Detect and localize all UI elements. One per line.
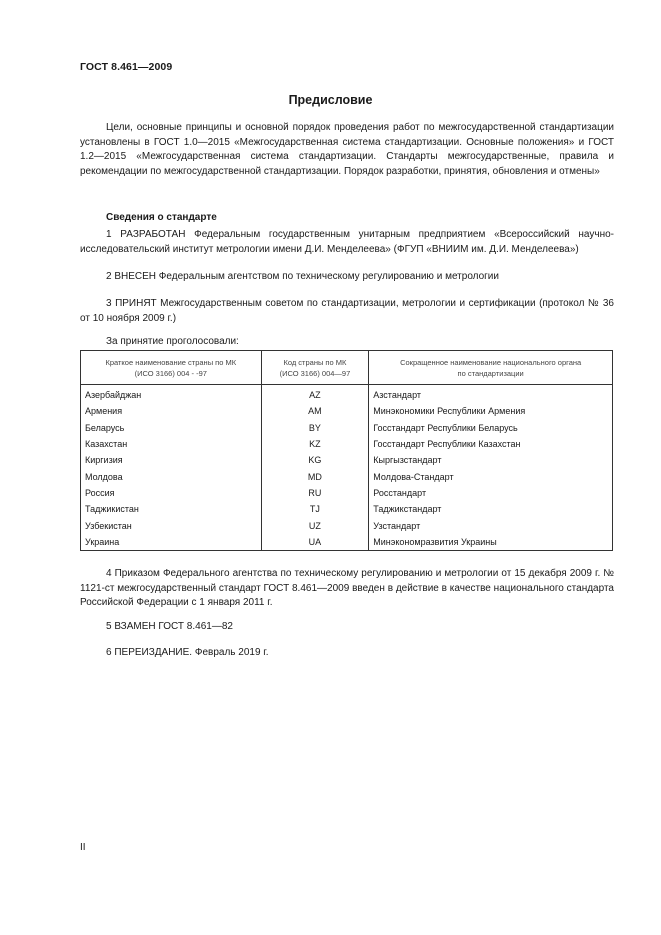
about-standard-heading: Сведения о стандарте (106, 212, 217, 223)
cell-country: Беларусь (81, 420, 262, 436)
column-header-body-line2: по стандартизации (457, 368, 524, 378)
item-introduced: 2 ВНЕСЕН Федеральным агентством по техническому регулированию и метрологии (106, 271, 499, 282)
cell-code: KG (261, 452, 369, 468)
cell-code: BY (261, 420, 369, 436)
cell-country: Армения (81, 403, 262, 419)
voting-countries-table (80, 350, 613, 551)
column-header-code (261, 351, 369, 385)
table-row (81, 517, 613, 533)
column-header-code-line2: (ИСО 3166) 004—97 (279, 368, 351, 378)
item-replaces: 5 ВЗАМЕН ГОСТ 8.461—82 (106, 621, 233, 632)
cell-body: Госстандарт Республики Казахстан (369, 436, 613, 452)
table-row (81, 420, 613, 436)
cell-country: Украина (81, 534, 262, 551)
document-code-header: ГОСТ 8.461—2009 (80, 61, 173, 73)
cell-body: Узстандарт (369, 517, 613, 533)
table-row (81, 436, 613, 452)
table-row (81, 403, 613, 419)
cell-body: Кыргызстандарт (369, 452, 613, 468)
cell-body: Госстандарт Республики Беларусь (369, 420, 613, 436)
cell-body: Таджикстандарт (369, 501, 613, 517)
cell-body: Азстандарт (369, 385, 613, 404)
cell-country: Россия (81, 485, 262, 501)
page-number: II (80, 842, 86, 853)
cell-code: UA (261, 534, 369, 551)
table-row (81, 485, 613, 501)
cell-code: KZ (261, 436, 369, 452)
table-row (81, 385, 613, 404)
cell-body: Молдова-Стандарт (369, 468, 613, 484)
cell-code: AZ (261, 385, 369, 404)
column-header-country-line1: Краткое наименование страны по МК (105, 357, 237, 367)
table-row (81, 534, 613, 551)
column-header-body-line1: Сокращенное наименование национального органа (400, 357, 582, 367)
vote-label: За принятие проголосовали: (106, 336, 239, 347)
cell-body: Минэкономики Республики Армения (369, 403, 613, 419)
cell-country: Таджикистан (81, 501, 262, 517)
cell-country: Казахстан (81, 436, 262, 452)
page-title: Предисловие (288, 93, 373, 107)
cell-country: Киргизия (81, 452, 262, 468)
cell-code: TJ (261, 501, 369, 517)
cell-code: AM (261, 403, 369, 419)
item-adopted: 3 ПРИНЯТ Межгосударственным советом по стандартизации, метрологии и сертификации (протокол № 36 от 10 ноября 2009 г.) (80, 298, 614, 324)
table-header-row (81, 351, 613, 385)
column-header-country (81, 351, 262, 385)
column-header-code-line1: Код страны по МК (283, 357, 347, 367)
cell-country: Молдова (81, 468, 262, 484)
item-reissue: 6 ПЕРЕИЗДАНИЕ. Февраль 2019 г. (106, 647, 269, 658)
item-developed: 1 РАЗРАБОТАН Федеральным государственным унитарным предприятием «Всероссийский научно-исследовательский институт метрологии имени Д.И. Менделеева» (ФГУП «ВНИИМ им. Д.И. Менделеева») (80, 229, 614, 255)
cell-code: MD (261, 468, 369, 484)
cell-code: UZ (261, 517, 369, 533)
cell-country: Азербайджан (81, 385, 262, 404)
cell-body: Минэкономразвития Украины (369, 534, 613, 551)
item-enacted: 4 Приказом Федерального агентства по техническому регулированию и метрологии от 15 декабря 2009 г. № 1121-ст межгосударственный стандарт ГОСТ 8.461—2009 введен в действие в качестве национального стандарта Российской Федерации с 1 января 2011 г. (80, 568, 614, 609)
cell-body: Росстандарт (369, 485, 613, 501)
cell-code: RU (261, 485, 369, 501)
table-row (81, 468, 613, 484)
column-header-country-line2: (ИСО 3166) 004 - -97 (134, 368, 207, 378)
table-row (81, 452, 613, 468)
column-header-body (369, 351, 613, 385)
intro-paragraph: Цели, основные принципы и основной порядок проведения работ по межгосударственной стандартизации установлены в ГОСТ 1.0—2015 «Межгосударственная система стандартизации. Основные положения» и ГОСТ 1.2—2015 «Межгосударственная система стандартизации. Стандарты межгосударственные, правила и рекомендации по межгосударственной стандартизации. Порядок разработки, принятия, обновления и отмены» (80, 122, 614, 177)
cell-country: Узбекистан (81, 517, 262, 533)
table-row (81, 501, 613, 517)
